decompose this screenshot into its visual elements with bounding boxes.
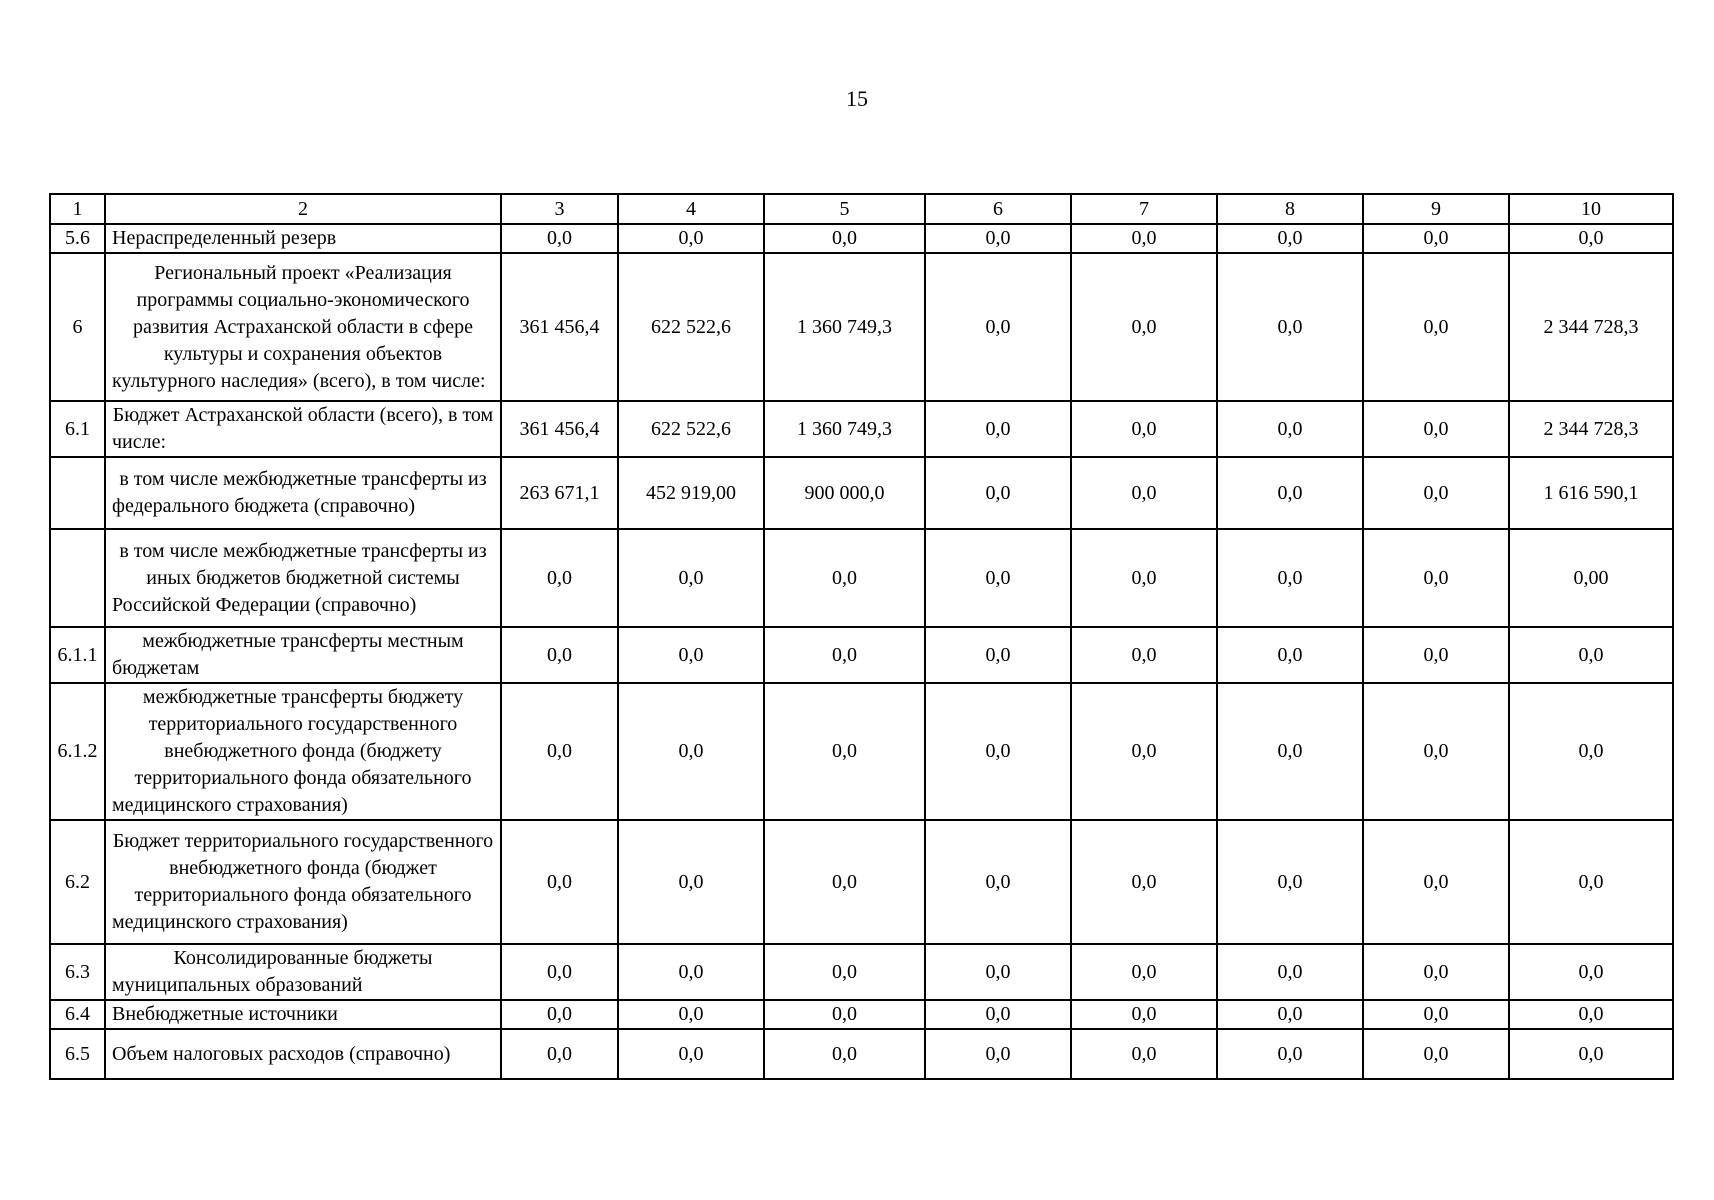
- table-row: [50, 627, 1673, 683]
- value-cell: 0,0: [1071, 683, 1217, 820]
- column-header: 1: [50, 194, 105, 224]
- row-name-cell: Внебюджетные источники: [105, 1000, 501, 1029]
- column-header: 8: [1217, 194, 1363, 224]
- value-cell: 900 000,0: [764, 457, 925, 529]
- value-cell: 0,0: [1071, 944, 1217, 1000]
- column-header: 10: [1509, 194, 1673, 224]
- value-cell: 0,0: [1071, 457, 1217, 529]
- value-cell: 0,0: [1071, 1029, 1217, 1079]
- row-code-cell: 6.4: [50, 1000, 105, 1029]
- value-cell: 0,0: [501, 944, 618, 1000]
- table-row: [50, 401, 1673, 457]
- value-cell: 0,0: [618, 683, 764, 820]
- table-row: [50, 820, 1673, 944]
- value-cell: 0,0: [1217, 1000, 1363, 1029]
- value-cell: 0,0: [925, 529, 1071, 627]
- value-cell: 0,0: [1071, 627, 1217, 683]
- row-name-cell: Консолидированные бюджеты муниципальных образований: [105, 944, 501, 1000]
- value-cell: 622 522,6: [618, 253, 764, 401]
- row-code-cell: 6.1: [50, 401, 105, 457]
- value-cell: 0,0: [1217, 683, 1363, 820]
- value-cell: 0,0: [1363, 944, 1509, 1000]
- row-name-cell: Нераспределенный резерв: [105, 224, 501, 253]
- value-cell: 0,0: [618, 627, 764, 683]
- value-cell: 452 919,00: [618, 457, 764, 529]
- column-header: 2: [105, 194, 501, 224]
- value-cell: 0,0: [501, 224, 618, 253]
- table-row: [50, 457, 1673, 529]
- value-cell: 0,0: [618, 1000, 764, 1029]
- table-row: [50, 529, 1673, 627]
- value-cell: 0,0: [501, 627, 618, 683]
- row-code-cell: 6.3: [50, 944, 105, 1000]
- value-cell: 0,0: [618, 224, 764, 253]
- row-code-cell: [50, 457, 105, 529]
- value-cell: 0,0: [1363, 820, 1509, 944]
- column-header: 6: [925, 194, 1071, 224]
- value-cell: 0,0: [1071, 224, 1217, 253]
- value-cell: 0,0: [1363, 529, 1509, 627]
- value-cell: 0,0: [1217, 820, 1363, 944]
- value-cell: 0,0: [1509, 683, 1673, 820]
- column-number-row: [50, 194, 1673, 224]
- value-cell: 0,0: [1509, 627, 1673, 683]
- value-cell: 0,0: [1217, 224, 1363, 253]
- value-cell: 0,0: [764, 820, 925, 944]
- row-code-cell: [50, 529, 105, 627]
- value-cell: 0,0: [1217, 627, 1363, 683]
- value-cell: 0,0: [1217, 401, 1363, 457]
- value-cell: 361 456,4: [501, 253, 618, 401]
- column-header: 5: [764, 194, 925, 224]
- value-cell: 0,0: [1509, 224, 1673, 253]
- value-cell: 0,0: [1363, 627, 1509, 683]
- value-cell: 0,0: [1509, 1029, 1673, 1079]
- value-cell: 622 522,6: [618, 401, 764, 457]
- value-cell: 0,0: [764, 944, 925, 1000]
- value-cell: 0,0: [764, 529, 925, 627]
- value-cell: 0,0: [925, 683, 1071, 820]
- value-cell: 0,0: [764, 224, 925, 253]
- value-cell: 0,0: [618, 1029, 764, 1079]
- column-header: 7: [1071, 194, 1217, 224]
- value-cell: 0,0: [501, 820, 618, 944]
- row-name-cell: межбюджетные трансферты бюджету территориального государственного внебюджетного фонда (бюджету территориального фонда обязательного медицинского страхования): [105, 683, 501, 820]
- table-row: [50, 1029, 1673, 1079]
- row-name-cell: в том числе межбюджетные трансферты из федерального бюджета (справочно): [105, 457, 501, 529]
- value-cell: 0,0: [1217, 457, 1363, 529]
- row-code-cell: 6: [50, 253, 105, 401]
- value-cell: 0,0: [1217, 529, 1363, 627]
- row-name-cell: Бюджет территориального государственного внебюджетного фонда (бюджет территориального фонда обязательного медицинского страхования): [105, 820, 501, 944]
- table-row: [50, 253, 1673, 401]
- value-cell: 0,0: [764, 683, 925, 820]
- value-cell: 0,0: [1217, 253, 1363, 401]
- value-cell: 1 360 749,3: [764, 401, 925, 457]
- column-header: 3: [501, 194, 618, 224]
- value-cell: 0,0: [925, 401, 1071, 457]
- row-code-cell: 6.1.2: [50, 683, 105, 820]
- value-cell: 0,0: [1071, 253, 1217, 401]
- value-cell: 263 671,1: [501, 457, 618, 529]
- value-cell: 0,0: [1509, 944, 1673, 1000]
- value-cell: 0,0: [925, 457, 1071, 529]
- value-cell: 0,0: [618, 944, 764, 1000]
- value-cell: 2 344 728,3: [1509, 253, 1673, 401]
- value-cell: 0,0: [925, 1029, 1071, 1079]
- value-cell: 0,0: [764, 627, 925, 683]
- value-cell: 0,0: [1071, 529, 1217, 627]
- value-cell: 0,0: [1363, 401, 1509, 457]
- value-cell: 0,0: [1363, 224, 1509, 253]
- value-cell: 0,0: [1071, 820, 1217, 944]
- value-cell: 0,0: [925, 627, 1071, 683]
- value-cell: 0,0: [764, 1029, 925, 1079]
- row-name-cell: межбюджетные трансферты местным бюджетам: [105, 627, 501, 683]
- value-cell: 2 344 728,3: [1509, 401, 1673, 457]
- row-code-cell: 6.1.1: [50, 627, 105, 683]
- value-cell: 0,0: [618, 529, 764, 627]
- value-cell: 0,0: [925, 224, 1071, 253]
- value-cell: 0,0: [925, 944, 1071, 1000]
- value-cell: 0,0: [1363, 1000, 1509, 1029]
- value-cell: 0,0: [1509, 820, 1673, 944]
- table-row: [50, 944, 1673, 1000]
- value-cell: 0,0: [1217, 944, 1363, 1000]
- row-code-cell: 6.5: [50, 1029, 105, 1079]
- row-name-cell: в том числе межбюджетные трансферты из иных бюджетов бюджетной системы Российской Федерации (справочно): [105, 529, 501, 627]
- value-cell: 1 360 749,3: [764, 253, 925, 401]
- value-cell: 0,0: [1509, 1000, 1673, 1029]
- row-name-cell: Бюджет Астраханской области (всего), в том числе:: [105, 401, 501, 457]
- value-cell: 0,0: [925, 253, 1071, 401]
- value-cell: 0,0: [1217, 1029, 1363, 1079]
- column-header: 9: [1363, 194, 1509, 224]
- value-cell: 0,0: [501, 529, 618, 627]
- budget-table: [49, 193, 1674, 1080]
- value-cell: 0,00: [1509, 529, 1673, 627]
- table-row: [50, 683, 1673, 820]
- table-row: [50, 1000, 1673, 1029]
- value-cell: 0,0: [1363, 683, 1509, 820]
- page-number: 15: [846, 86, 868, 111]
- value-cell: 0,0: [1363, 253, 1509, 401]
- value-cell: 0,0: [501, 1029, 618, 1079]
- table-row: [50, 224, 1673, 253]
- column-header: 4: [618, 194, 764, 224]
- value-cell: 0,0: [501, 1000, 618, 1029]
- row-name-cell: Региональный проект «Реализация программы социально-экономического развития Астраханской области в сфере культуры и сохранения объектов культурного наследия» (всего), в том числе:: [105, 253, 501, 401]
- value-cell: 1 616 590,1: [1509, 457, 1673, 529]
- value-cell: 0,0: [764, 1000, 925, 1029]
- value-cell: 361 456,4: [501, 401, 618, 457]
- value-cell: 0,0: [1071, 1000, 1217, 1029]
- value-cell: 0,0: [501, 683, 618, 820]
- row-name-cell: Объем налоговых расходов (справочно): [105, 1029, 501, 1079]
- value-cell: 0,0: [1363, 457, 1509, 529]
- budget-table-body: [50, 224, 1673, 1079]
- value-cell: 0,0: [618, 820, 764, 944]
- value-cell: 0,0: [1363, 1029, 1509, 1079]
- value-cell: 0,0: [925, 820, 1071, 944]
- value-cell: 0,0: [1071, 401, 1217, 457]
- value-cell: 0,0: [925, 1000, 1071, 1029]
- row-code-cell: 5.6: [50, 224, 105, 253]
- row-code-cell: 6.2: [50, 820, 105, 944]
